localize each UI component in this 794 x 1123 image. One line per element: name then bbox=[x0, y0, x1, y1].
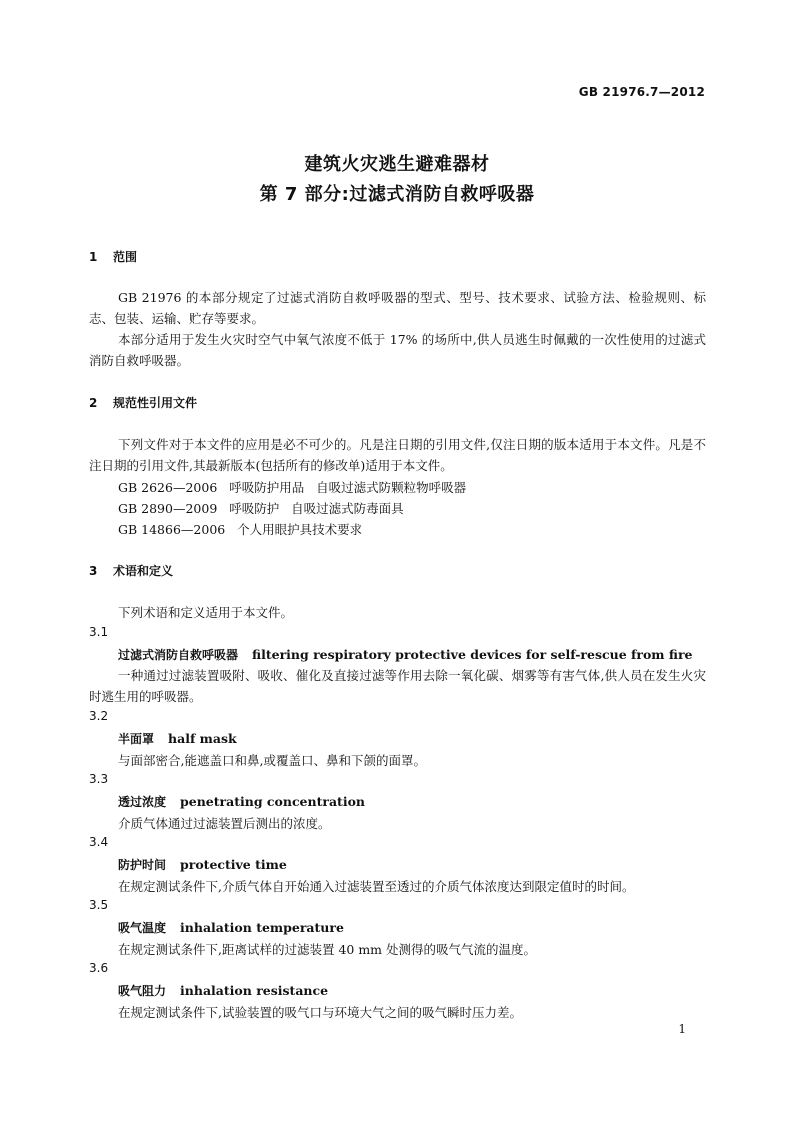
term-number: 3.1 bbox=[89, 625, 109, 639]
term-definition: 与面部密合,能遮盖口和鼻,或覆盖口、鼻和下颌的面罩。 bbox=[118, 753, 426, 768]
section-title: 规范性引用文件 bbox=[113, 396, 198, 410]
term-zh: 透过浓度 bbox=[118, 795, 167, 809]
term-entry bbox=[118, 856, 287, 873]
paragraph: 下列术语和定义适用于本文件。 bbox=[118, 605, 294, 620]
document-id: GB 21976.7—2012 bbox=[578, 85, 705, 99]
term-definition: 一种通过过滤装置吸附、吸收、催化及直接过滤等作用去除一氧化碳、烟雾等有害气体,供人员在发生火灾时逃生用的呼吸器。 bbox=[89, 668, 706, 704]
term-entry bbox=[118, 793, 365, 810]
term-entry bbox=[118, 730, 237, 747]
term-en: penetrating concentration bbox=[180, 794, 366, 809]
term-zh: 过滤式消防自救呼吸器 bbox=[118, 648, 239, 662]
paragraph: GB 21976 的本部分规定了过滤式消防自救呼吸器的型式、型号、技术要求、试验方法、检验规则、标志、包装、运输、贮存等要求。 bbox=[89, 290, 706, 326]
term-definition: 在规定测试条件下,距离试样的过滤装置 40 mm 处测得的吸气气流的温度。 bbox=[118, 942, 537, 957]
title-sub: 第 7 部分:过滤式消防自救呼吸器 bbox=[259, 184, 535, 205]
term-number: 3.2 bbox=[89, 709, 109, 723]
term-entry bbox=[118, 982, 328, 999]
term-definition: 在规定测试条件下,介质气体自开始通入过滤装置至透过的介质气体浓度达到限定值时的时间。 bbox=[118, 879, 635, 894]
section-number: 2 bbox=[89, 396, 98, 410]
term-number: 3.5 bbox=[89, 898, 109, 912]
term-en: protective time bbox=[180, 857, 287, 872]
term-definition: 在规定测试条件下,试验装置的吸气口与环境大气之间的吸气瞬时压力差。 bbox=[118, 1005, 522, 1020]
paragraph: 下列文件对于本文件的应用是必不可少的。凡是注日期的引用文件,仅注日期的版本适用于本文件。凡是不注日期的引用文件,其最新版本(包括所有的修改单)适用于本文件。 bbox=[89, 437, 706, 473]
title-main: 建筑火灾逃生避难器材 bbox=[304, 154, 490, 175]
term-definition: 介质气体通过过滤装置后测出的浓度。 bbox=[118, 816, 331, 831]
term-zh: 吸气温度 bbox=[118, 921, 167, 935]
reference-item: GB 2626—2006 呼吸防护用品 自吸过滤式防颗粒物呼吸器 bbox=[118, 480, 467, 495]
term-number: 3.3 bbox=[89, 772, 109, 786]
term-number: 3.6 bbox=[89, 961, 109, 975]
section-2-heading bbox=[89, 394, 197, 411]
term-zh: 半面罩 bbox=[118, 732, 155, 746]
term-entry bbox=[118, 646, 693, 663]
reference-item: GB 2890—2009 呼吸防护 自吸过滤式防毒面具 bbox=[118, 501, 404, 516]
term-en: filtering respiratory protective devices for self-rescue from fire bbox=[252, 647, 693, 662]
term-zh: 吸气阻力 bbox=[118, 984, 167, 998]
term-en: inhalation resistance bbox=[180, 983, 329, 998]
section-title: 范围 bbox=[113, 250, 138, 264]
term-entry bbox=[118, 919, 344, 936]
term-number: 3.4 bbox=[89, 835, 109, 849]
page-number: 1 bbox=[678, 1022, 686, 1036]
section-1-heading bbox=[89, 248, 137, 265]
section-3-heading bbox=[89, 562, 173, 579]
term-zh: 防护时间 bbox=[118, 858, 167, 872]
term-en: half mask bbox=[168, 731, 237, 746]
section-number: 3 bbox=[89, 564, 98, 578]
section-title: 术语和定义 bbox=[113, 564, 174, 578]
reference-item: GB 14866—2006 个人用眼护具技术要求 bbox=[118, 522, 363, 537]
section-number: 1 bbox=[89, 250, 98, 264]
paragraph: 本部分适用于发生火灾时空气中氧气浓度不低于 17% 的场所中,供人员逃生时佩戴的一次性使用的过滤式消防自救呼吸器。 bbox=[89, 332, 706, 368]
term-en: inhalation temperature bbox=[180, 920, 344, 935]
